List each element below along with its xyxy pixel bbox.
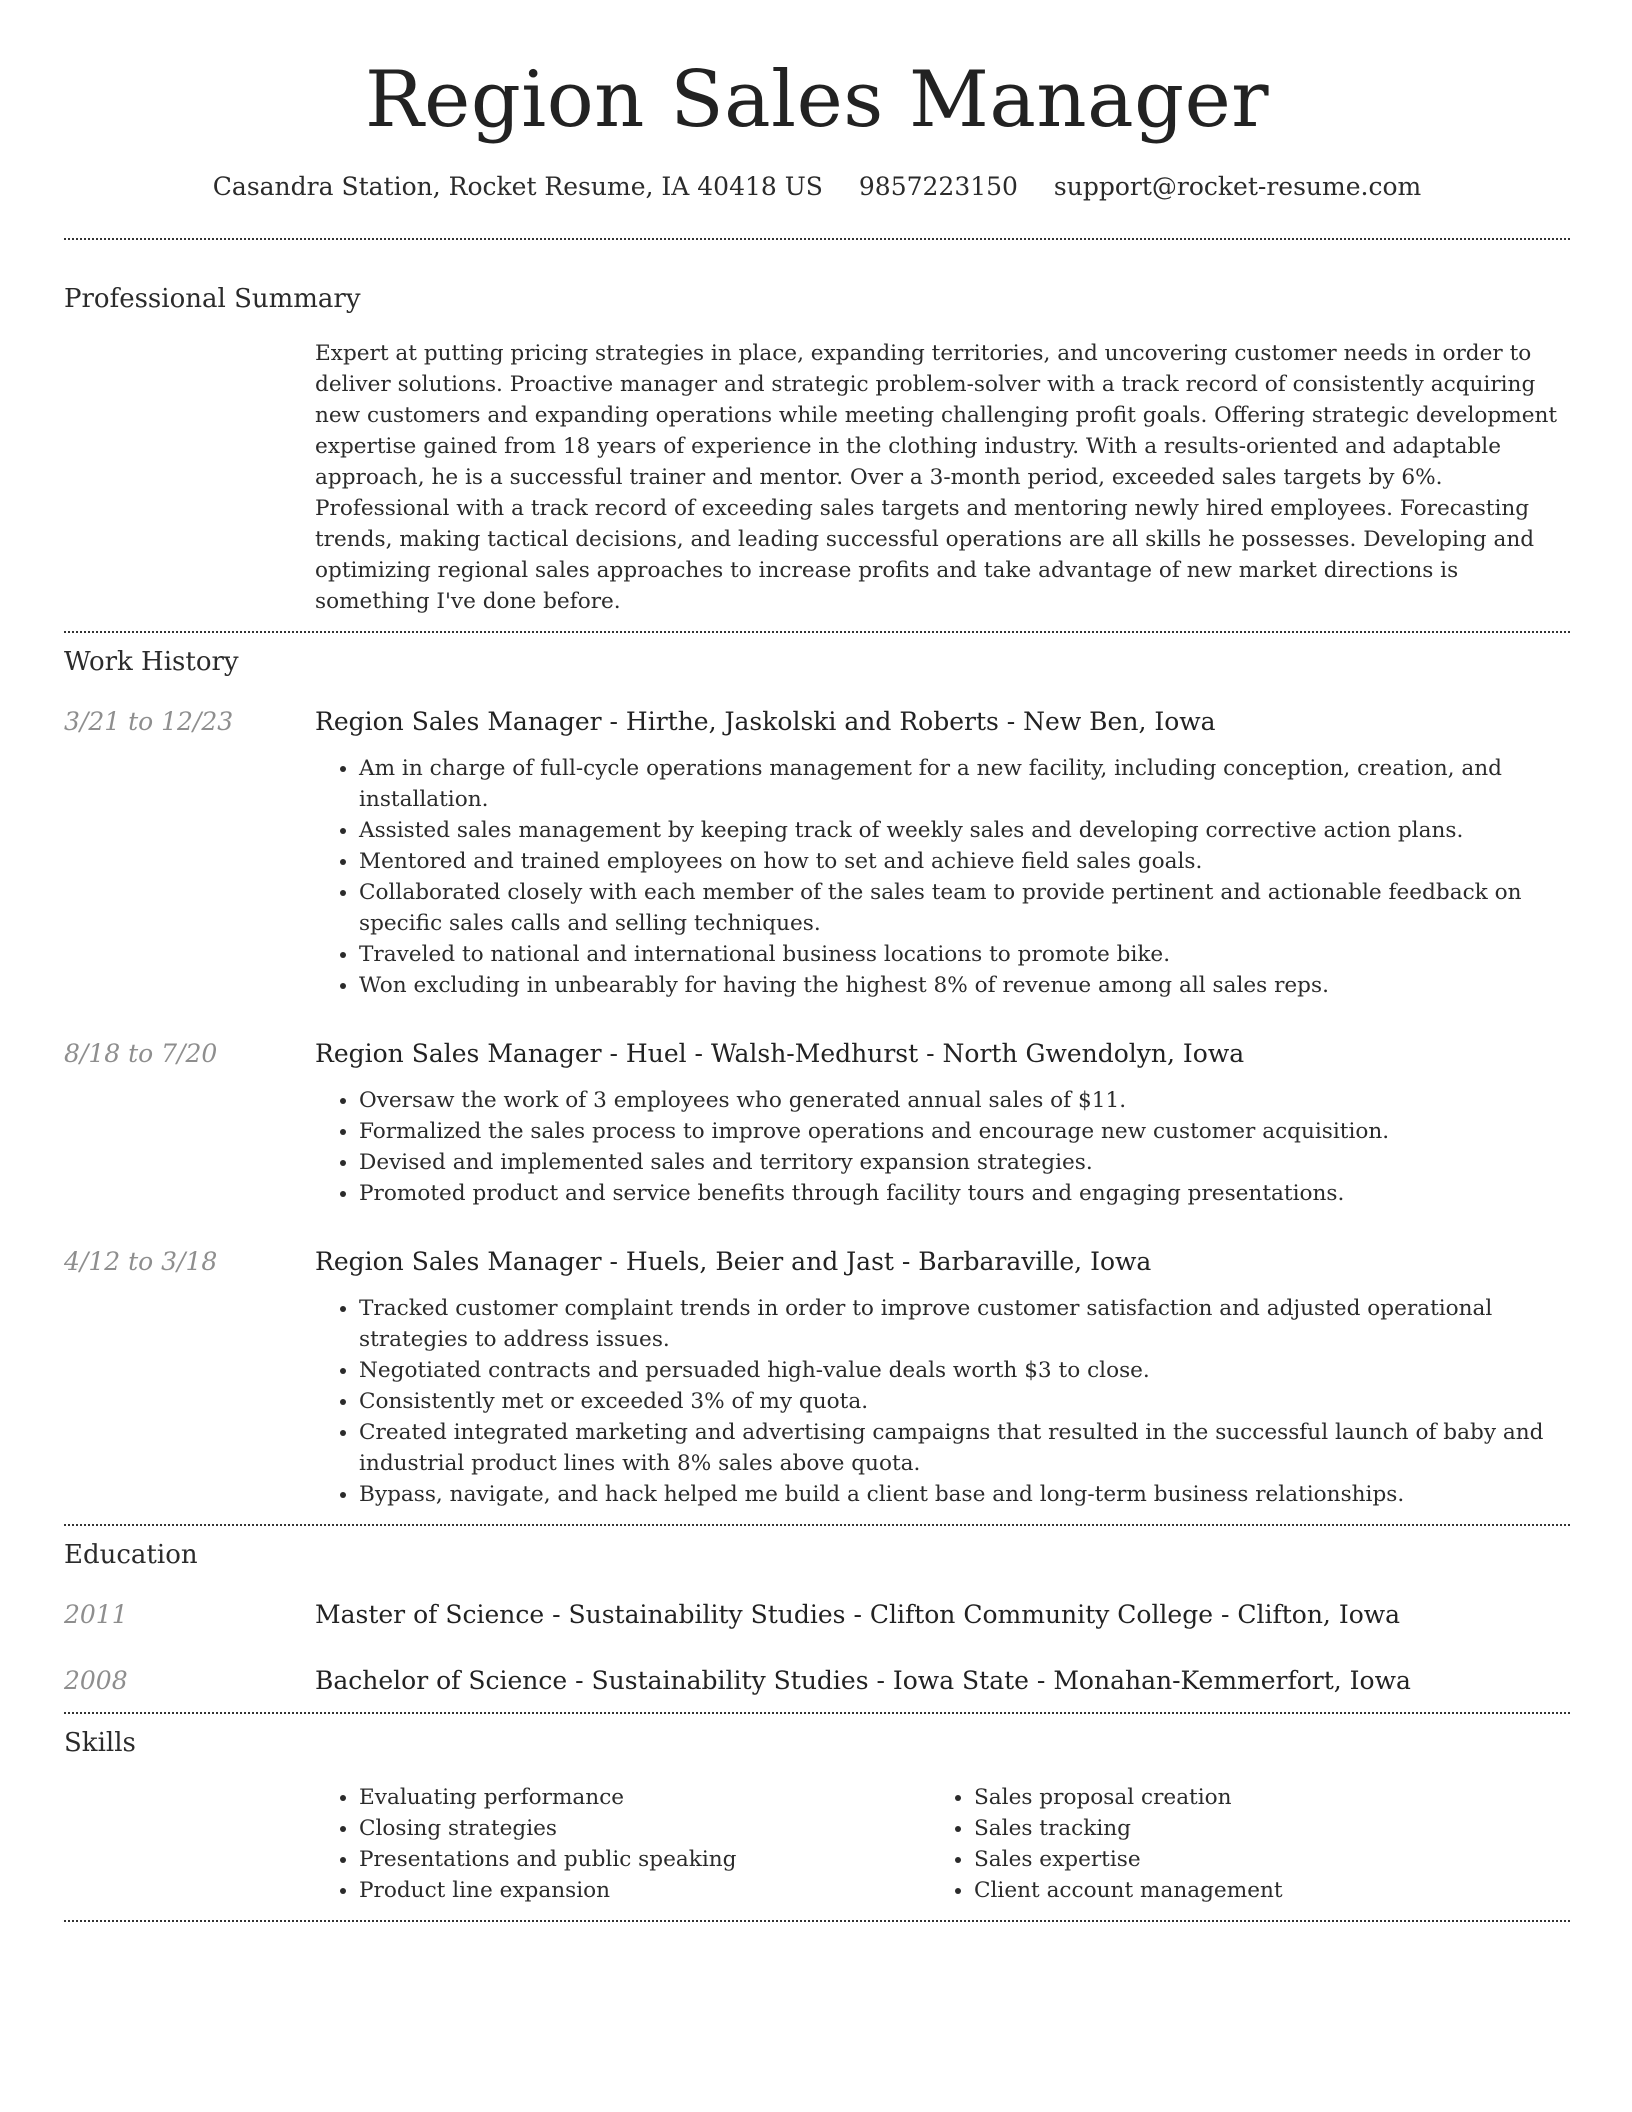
- job-bullet: • Created integrated marketing and advertising campaigns that resulted in the successful launch of baby and industrial product lines with 8% sales above quota.: [359, 1417, 1570, 1479]
- education-entry: [64, 1664, 1570, 1698]
- education-degree: Master of Science - Sustainability Studies - Clifton Community College - Clifton, Iowa: [315, 1600, 1401, 1629]
- job-bullet: • Devised and implemented sales and territory expansion strategies.: [359, 1147, 1570, 1178]
- education-section: [64, 1526, 1570, 1712]
- contact-phone: 9857223150: [858, 172, 1018, 201]
- job-bullet: • Negotiated contracts and persuaded high-value deals worth $3 to close.: [359, 1355, 1570, 1386]
- section-divider: [64, 1920, 1570, 1922]
- work-history-heading: Work History: [64, 647, 239, 677]
- job-dates: 3/21 to 12/23: [64, 707, 234, 736]
- skill-item: • Presentations and public speaking: [359, 1844, 930, 1875]
- contact-line: [64, 170, 1570, 204]
- job-entry: [64, 1245, 1570, 1510]
- job-bullet: • Oversaw the work of 3 employees who generated annual sales of $11.: [359, 1085, 1570, 1116]
- education-entry: [64, 1598, 1570, 1632]
- summary-text: Expert at putting pricing strategies in place, expanding territories, and uncovering customer needs in order to deliver solutions. Proactive manager and strategic problem-solver with a track record of consistently acquiring new customers and expanding operations while meeting challenging profit goals. Offering strategic development expertise gained from 18 years of experience in the clothing industry. With a results-oriented and adaptable approach, he is a successful trainer and mentor. Over a 3-month period, exceeded sales targets by 6%. Professional with a track record of exceeding sales targets and mentoring newly hired employees. Forecasting trends, making tactical decisions, and leading successful operations are all skills he possesses. Developing and optimizing regional sales approaches to increase profits and take advantage of new market directions is something I've done before.: [315, 341, 1558, 614]
- contact-address: Casandra Station, Rocket Resume, IA 40418 US: [212, 172, 823, 201]
- job-title: Region Sales Manager - Hirthe, Jaskolski and Roberts - New Ben, Iowa: [315, 707, 1216, 736]
- education-year: 2008: [64, 1666, 128, 1695]
- job-bullet: • Won excluding in unbearably for having the highest 8% of revenue among all sales reps.: [359, 970, 1570, 1001]
- contact-email: support@rocket-resume.com: [1053, 172, 1422, 201]
- skill-item: • Sales expertise: [974, 1844, 1545, 1875]
- job-bullet: • Mentored and trained employees on how to set and achieve field sales goals.: [359, 846, 1570, 877]
- skills-heading: Skills: [64, 1728, 136, 1758]
- job-bullet: • Formalized the sales process to improve operations and encourage new customer acquisition.: [359, 1116, 1570, 1147]
- skill-item: • Product line expansion: [359, 1875, 930, 1906]
- skill-item: • Sales tracking: [974, 1813, 1545, 1844]
- skill-item: • Client account management: [974, 1875, 1545, 1906]
- skills-column-right: [930, 1782, 1545, 1906]
- job-bullets: [315, 1293, 1570, 1510]
- job-entry: [64, 1037, 1570, 1209]
- skill-item: • Evaluating performance: [359, 1782, 930, 1813]
- resume-header: [64, 0, 1570, 204]
- job-bullet: • Am in charge of full-cycle operations management for a new facility, including conception, creation, and installation.: [359, 753, 1570, 815]
- candidate-name: Region Sales Manager: [364, 55, 1270, 145]
- job-title: Region Sales Manager - Huel - Walsh-Medhurst - North Gwendolyn, Iowa: [315, 1039, 1245, 1068]
- skill-item: • Sales proposal creation: [974, 1782, 1545, 1813]
- job-bullet: • Tracked customer complaint trends in order to improve customer satisfaction and adjusted operational strategies to address issues.: [359, 1293, 1570, 1355]
- job-dates: 8/18 to 7/20: [64, 1039, 218, 1068]
- job-bullet: • Promoted product and service benefits through facility tours and engaging presentations.: [359, 1178, 1570, 1209]
- job-bullets: [315, 753, 1570, 1001]
- education-degree: Bachelor of Science - Sustainability Studies - Iowa State - Monahan-Kemmerfort, Iowa: [315, 1666, 1411, 1695]
- education-year: 2011: [64, 1600, 128, 1629]
- work-history-section: [64, 633, 1570, 1524]
- summary-heading: Professional Summary: [64, 284, 361, 314]
- skills-section: [64, 1714, 1570, 1920]
- job-bullet: • Consistently met or exceeded 3% of my quota.: [359, 1386, 1570, 1417]
- job-bullet: • Collaborated closely with each member of the sales team to provide pertinent and actionable feedback on specific sales calls and selling techniques.: [359, 877, 1570, 939]
- job-title: Region Sales Manager - Huels, Beier and Jast - Barbaraville, Iowa: [315, 1247, 1152, 1276]
- job-entry: [64, 705, 1570, 1001]
- job-dates: 4/12 to 3/18: [64, 1247, 218, 1276]
- skills-column-left: [315, 1782, 930, 1906]
- job-bullets: [315, 1085, 1570, 1209]
- section-divider: [64, 238, 1570, 240]
- summary-section: [64, 282, 1570, 631]
- skills-grid: [315, 1782, 1570, 1920]
- job-bullet: • Traveled to national and international business locations to promote bike.: [359, 939, 1570, 970]
- job-bullet: • Bypass, navigate, and hack helped me build a client base and long-term business relationships.: [359, 1479, 1570, 1510]
- skill-item: • Closing strategies: [359, 1813, 930, 1844]
- education-heading: Education: [64, 1540, 198, 1570]
- job-bullet: • Assisted sales management by keeping track of weekly sales and developing corrective action plans.: [359, 815, 1570, 846]
